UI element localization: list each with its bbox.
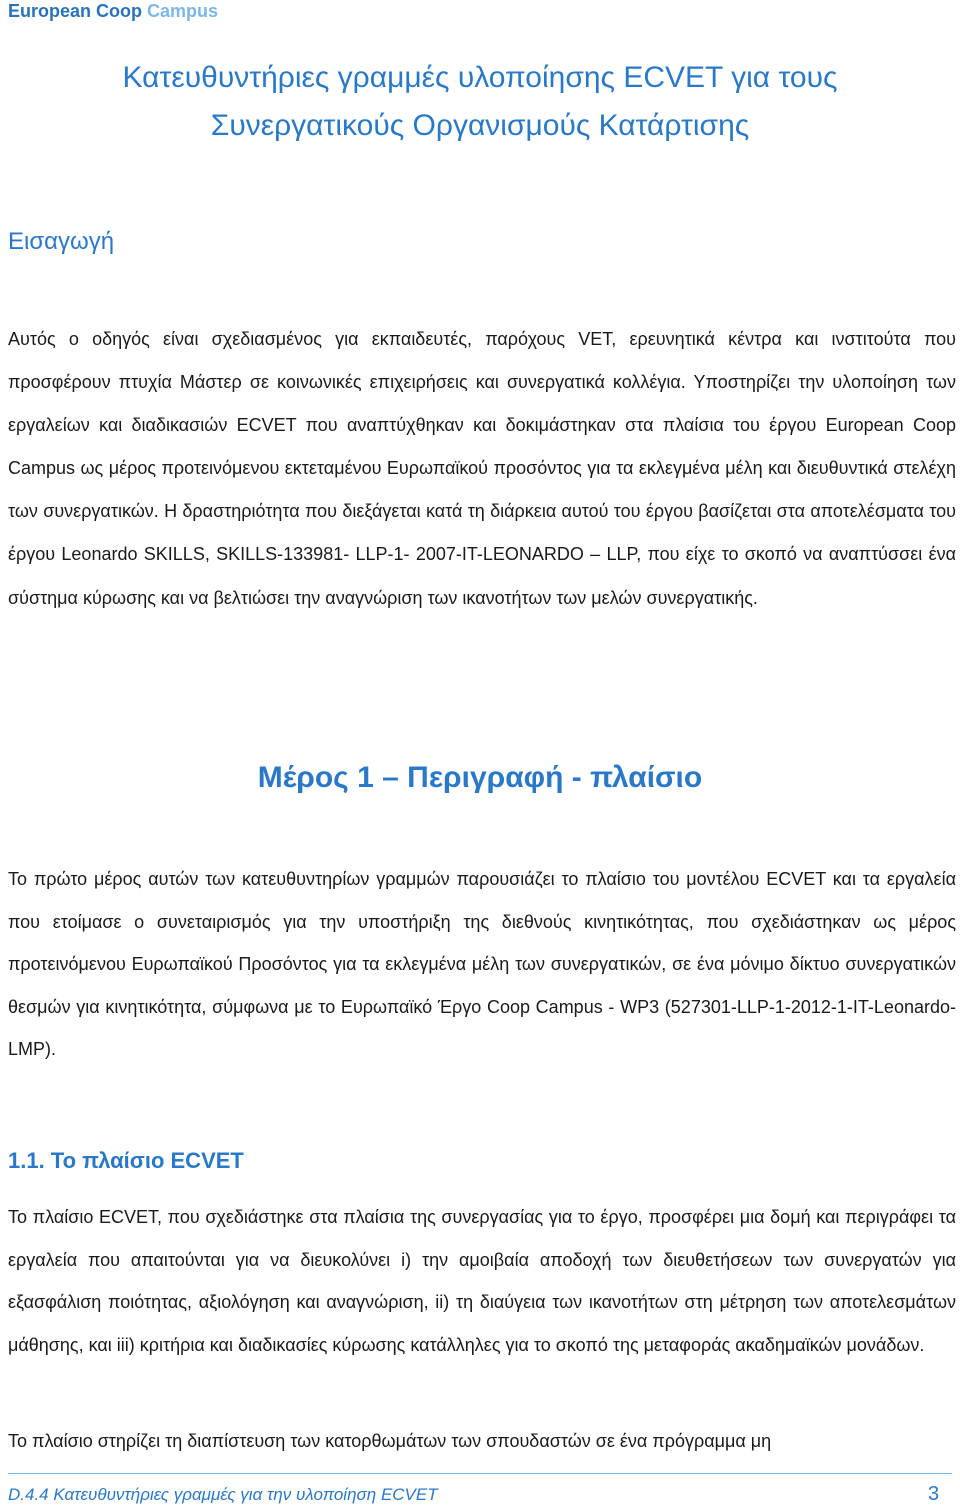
header-brand-logo xyxy=(8,0,218,22)
document-title-line-1: Κατευθυντήριες γραμμές υλοποίησης ECVET για τους xyxy=(122,61,838,94)
document-title-line-2: Συνεργατικούς Οργανισμούς Κατάρτισης xyxy=(210,109,750,142)
part-1-heading: Μέρος 1 – Περιγραφή - πλαίσιο xyxy=(257,761,703,794)
section-1-1-heading: 1.1. Το πλαίσιο ECVET xyxy=(8,1148,244,1173)
footer-divider xyxy=(8,1473,952,1474)
document-title xyxy=(0,54,960,150)
intro-heading: Εισαγωγή xyxy=(8,228,115,255)
part-1-paragraph: Το πρώτο μέρος αυτών των κατευθυντηρίων γραμμών παρουσιάζει το πλαίσιο του μοντέλου ECVET και τα εργαλεία που ετοίμασε ο συνεταιρισμός για την υποστήριξη της διεθνούς κινητικότητας, που σχεδιάστηκαν ως μέρος προτεινόμενου Ευρωπαϊκού Προσόντος για τα εκλεγμένα μέλη των συνεργατικών, σε ένα μόνιμο δίκτυο συνεργατικών θεσμών για κινητικότητα, σύμφωνα με το Ευρωπαϊκό Έργο Coop Campus - WP3 (527301-LLP-1-2012-1-IT-Leonardo-LMP). xyxy=(8,869,956,1059)
brand-name-european-coop: European Coop xyxy=(8,1,142,21)
intro-paragraph: Αυτός ο οδηγός είναι σχεδιασμένος για εκπαιδευτές, παρόχους VET, ερευνητικά κέντρα και ινστιτούτα που προσφέρουν πτυχία Μάστερ σε κοινωνικές επιχειρήσεις και συνεργατικά κολλέγια. Υποστηρίζει την υλοποίηση των εργαλείων και διαδικασιών ECVET που αναπτύχθηκαν και δοκιμάστηκαν στα πλαίσια του έργου European Coop Campus ως μέρος προτεινόμενου εκτεταμένου Ευρωπαϊκού προσόντος για τα εκλεγμένα μέλη και διευθυντικά στελέχη των συνεργατικών. Η δραστηριότητα που διεξάγεται κατά τη διάρκεια αυτού του έργου βασίζεται στα αποτελέσματα του έργου Leonardo SKILLS, SKILLS-133981- LLP-1- 2007-IT-LEONARDO – LLP, που είχε το σκοπό να αναπτύσσει ένα σύστημα κύρωσης και να βελτιώσει την αναγνώριση των ικανοτήτων των μελών συνεργατικής. xyxy=(8,329,956,608)
brand-name-campus: Campus xyxy=(147,1,219,21)
section-1-1-paragraph-1: Το πλαίσιο ECVET, που σχεδιάστηκε στα πλαίσια της συνεργασίας για το έργο, προσφέρει μια δομή και περιγράφει τα εργαλεία που απαιτούνται για να διευκολύνει i) την αμοιβαία αποδοχή των διευθετήσεων των συνεργατών για εξασφάλιση ποιότητας, αξιολόγηση και αναγνώριση, ii) τη διαύγεια των ικανοτήτων στη μέτρηση των αποτελεσμάτων μάθησης, και iii) κριτήρια και διαδικασίες κύρωσης κατάλληλες για το σκοπό της μεταφοράς ακαδημαϊκών μονάδων. xyxy=(8,1207,956,1355)
footer-document-title: D.4.4 Κατευθυντήριες γραμμές για την υλοποίηση ECVET xyxy=(8,1485,438,1504)
section-1-1-paragraph-2: Το πλαίσιο στηρίζει τη διαπίστευση των κατορθωμάτων των σπουδαστών σε ένα πρόγραμμα μη xyxy=(8,1431,772,1451)
footer-page-number: 3 xyxy=(928,1483,940,1505)
